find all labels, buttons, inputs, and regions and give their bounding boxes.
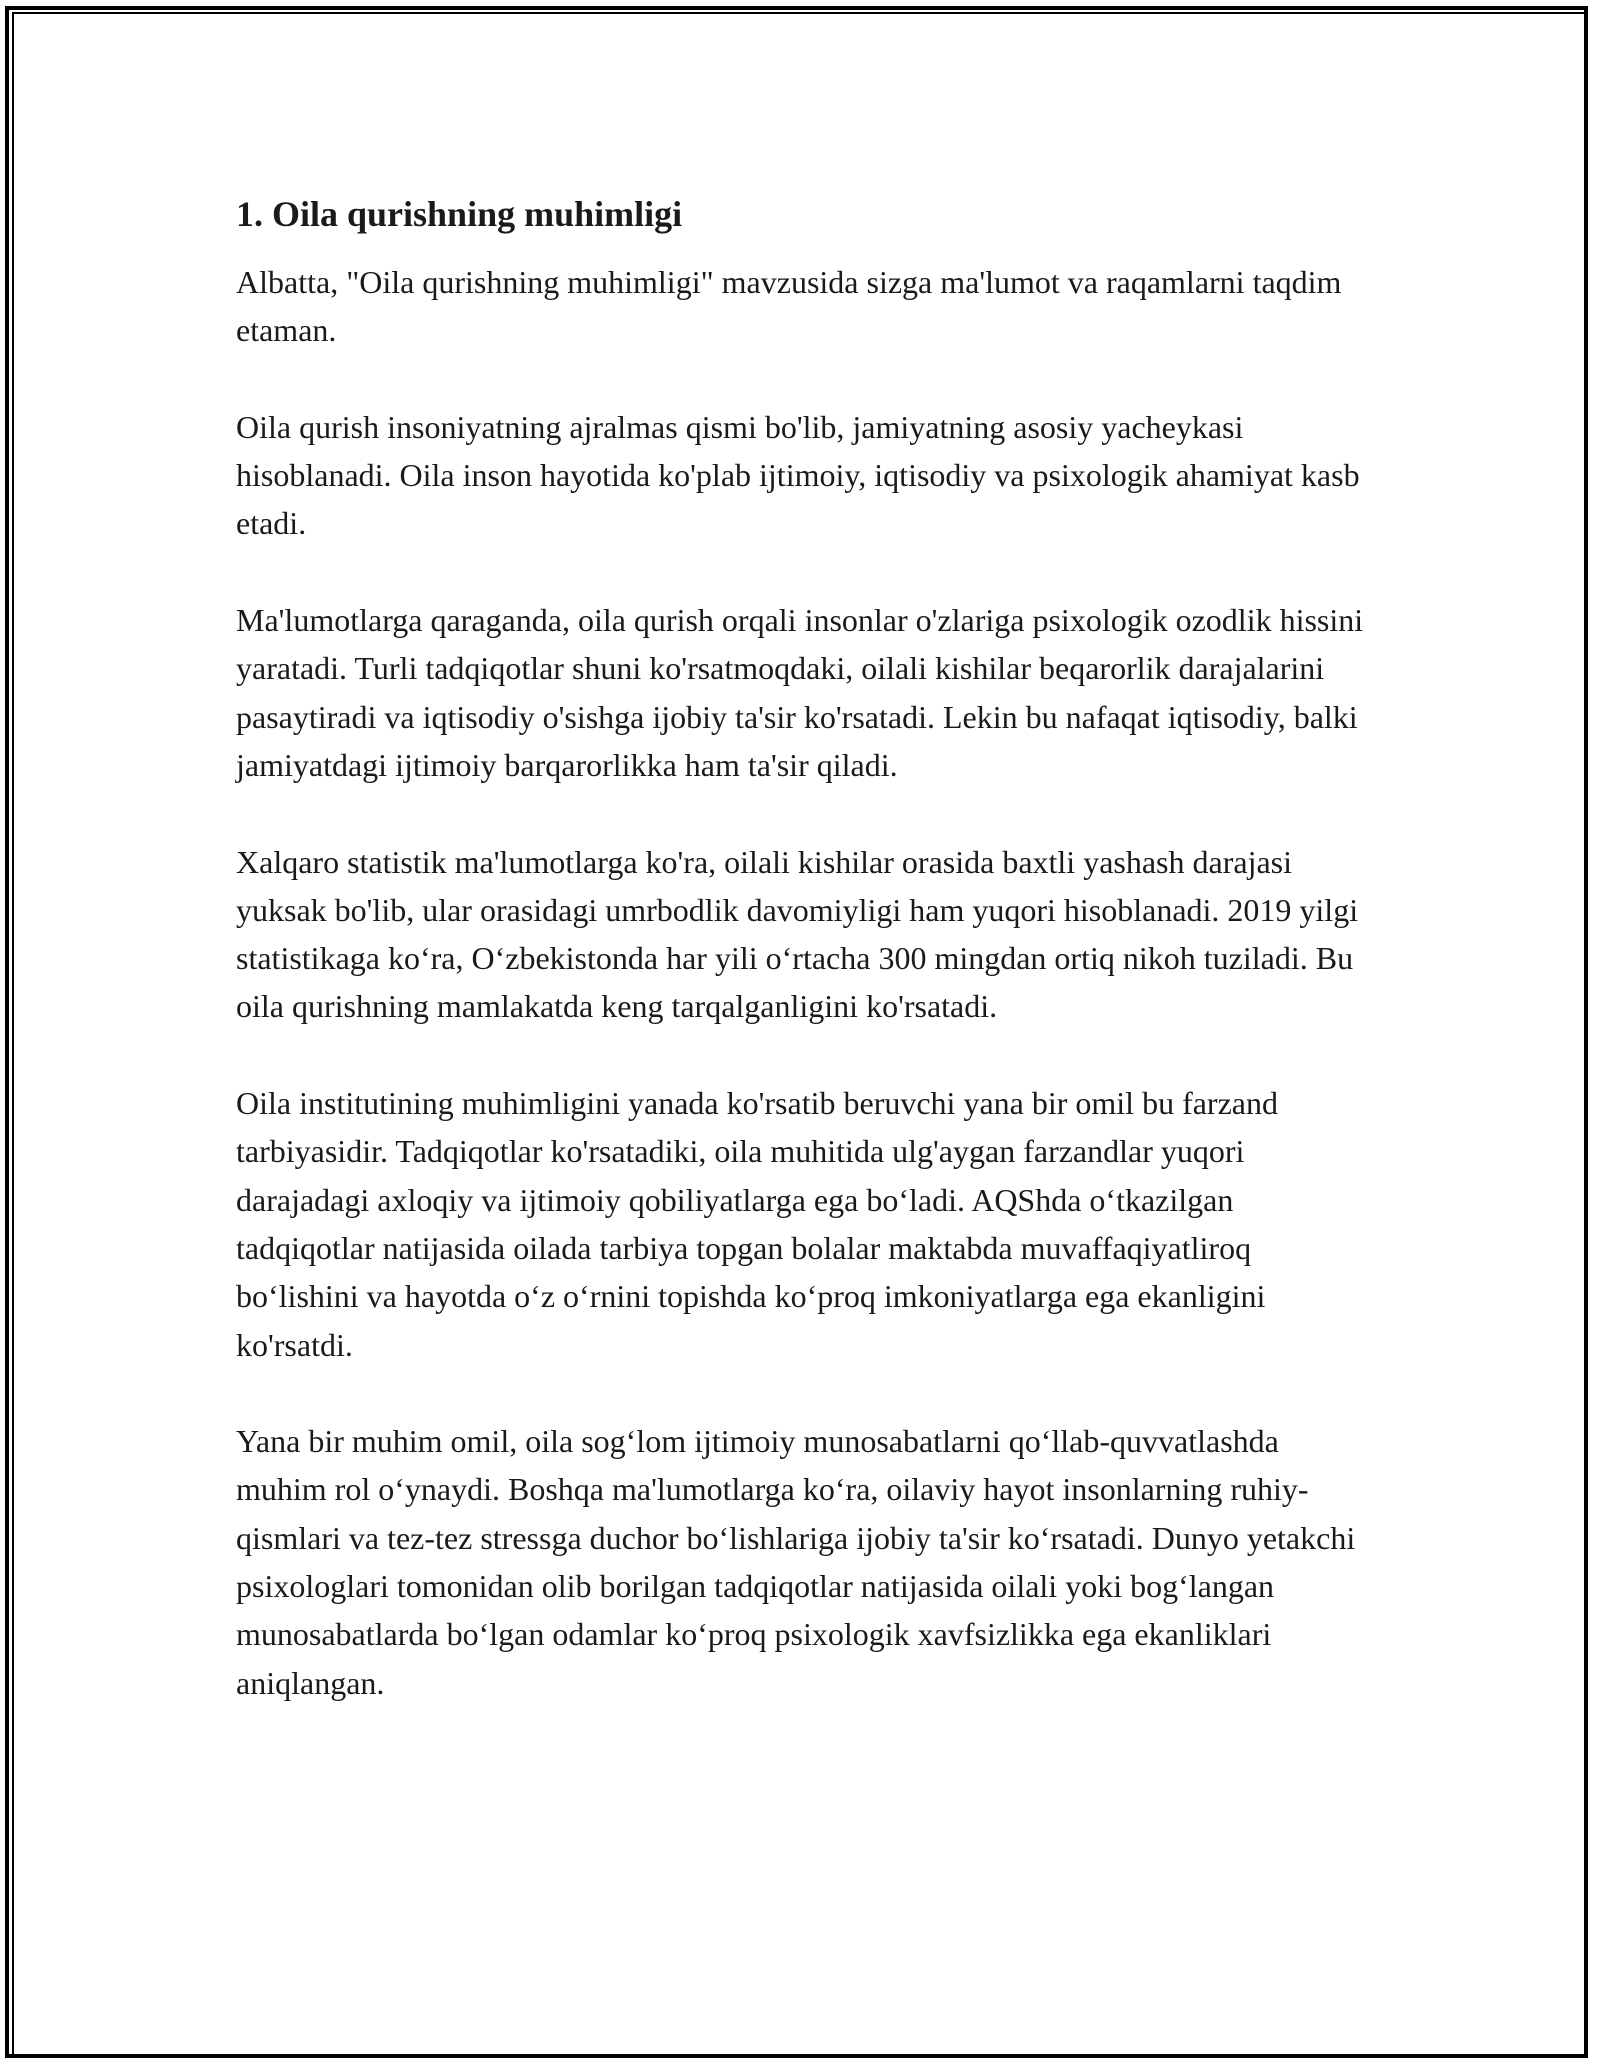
section-title: 1. Oila qurishning muhimligi (236, 194, 683, 234)
paragraph-family-role: Oila qurish insoniyatning ajralmas qismi bo'lib, jamiyatning asosiy yacheykasi hisoblanadi. Oila inson hayotida ko'plab ijtimoiy, iqtisodiy va psixologik ahamiyat kasb etadi. (236, 408, 1360, 542)
document-body (236, 186, 1366, 1707)
paragraph-child-upbringing: Oila institutining muhimligini yanada ko'rsatib beruvchi yana bir omil bu farzand tarbiyasidir. Tadqiqotlar ko'rsatadiki, oila muhitida ulg'aygan farzandlar yuqori darajadagi axloqiy va ijtimoiy qobiliyatlarga ega boʻladi. AQShda oʻtkazilgan tadqiqotlar natijasida oilada tarbiya topgan bolalar maktabda muvaffaqiyatliroq boʻlishini va hayotda oʻz oʻrnini topishda koʻproq imkoniyatlarga ega ekanligini ko'rsatdi. (236, 1085, 1278, 1363)
paragraph-social-relations: Yana bir muhim omil, oila sogʻlom ijtimoiy munosabatlarni qoʻllab-quvvatlashda muhim rol oʻynaydi. Boshqa ma'lumotlarga koʻra, oilaviy hayot insonlarning ruhiy-qismlari va tez-tez stressga duchor boʻlishlariga ijobiy ta'sir koʻrsatadi. Dunyo yetakchi psixologlari tomonidan olib borilgan tadqiqotlar natijasida oilali yoki bogʻlangan munosabatlarda boʻlgan odamlar koʻproq psixologik xavfsizlikka ega ekanliklari aniqlangan. (236, 1423, 1356, 1701)
paragraph-intro: Albatta, "Oila qurishning muhimligi" mavzusida sizga ma'lumot va raqamlarni taqdim etaman. (236, 264, 1342, 349)
paragraph-statistics: Xalqaro statistik ma'lumotlarga ko'ra, oilali kishilar orasida baxtli yashash darajasi yuksak bo'lib, ular orasidagi umrbodlik davomiyligi ham yuqori hisoblanadi. 2019 yilgi statistikaga koʻra, Oʻzbekistonda har yili oʻrtacha 300 mingdan ortiq nikoh tuziladi. Bu oila qurishning mamlakatda keng tarqalganligini ko'rsatadi. (236, 843, 1359, 1025)
paragraph-psychological-freedom: Ma'lumotlarga qaraganda, oila qurish orqali insonlar o'zlariga psixologik ozodlik hissini yaratadi. Turli tadqiqotlar shuni ko'rsatmoqdaki, oilali kishilar beqarorlik darajalarini pasaytiradi va iqtisodiy o'sishga ijobiy ta'sir ko'rsatadi. Lekin bu nafaqat iqtisodiy, balki jamiyatdagi ijtimoiy barqarorlikka ham ta'sir qiladi. (236, 602, 1364, 783)
